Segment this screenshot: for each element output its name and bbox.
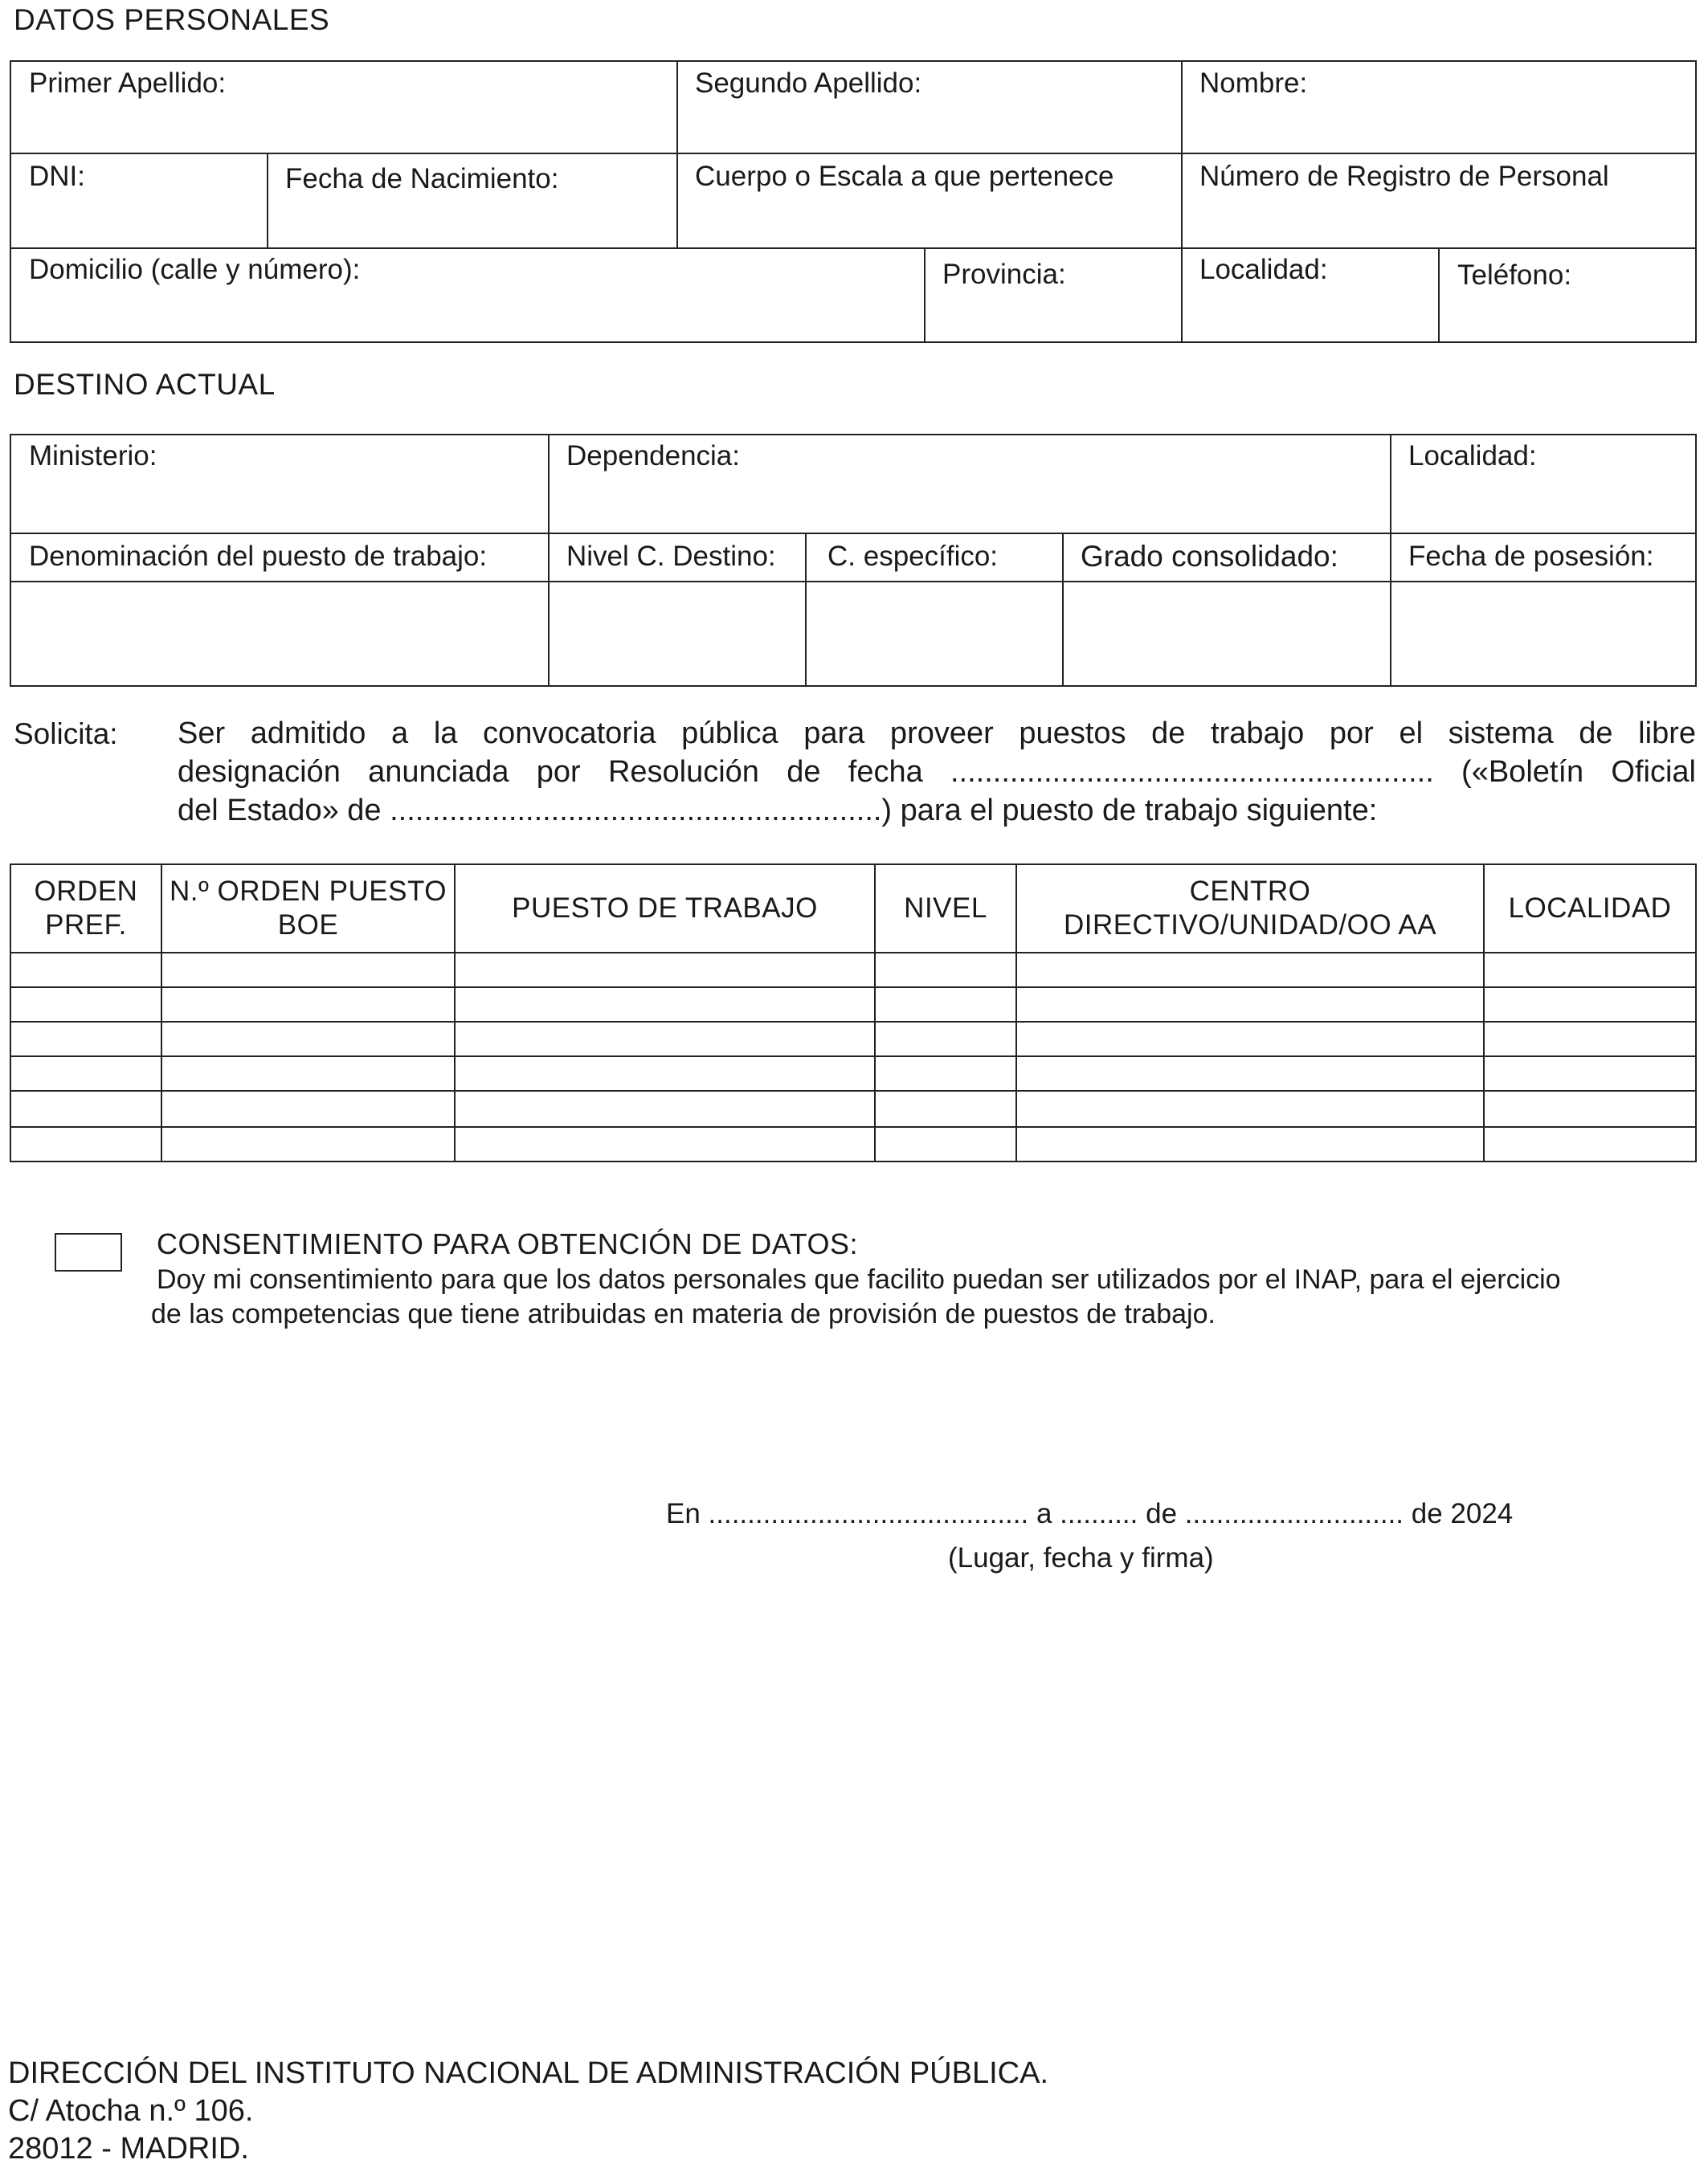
consent-title: CONSENTIMIENTO PARA OBTENCIÓN DE DATOS: xyxy=(157,1227,858,1260)
row-divider xyxy=(10,1090,1697,1092)
field-fecha-posesion[interactable]: Fecha de posesión: xyxy=(1408,541,1654,572)
section-title-datos-personales: DATOS PERSONALES xyxy=(14,3,330,36)
row-divider xyxy=(10,153,1697,154)
header-puesto: PUESTO DE TRABAJO xyxy=(512,892,818,924)
field-dni[interactable]: DNI: xyxy=(29,161,85,192)
col-divider xyxy=(676,60,678,247)
col-divider xyxy=(548,434,550,687)
row-divider xyxy=(10,533,1697,534)
row-divider xyxy=(10,1126,1697,1128)
field-denominacion-puesto[interactable]: Denominación del puesto de trabajo: xyxy=(29,541,488,572)
field-localidad-destino[interactable]: Localidad: xyxy=(1408,440,1537,472)
field-provincia[interactable]: Provincia: xyxy=(942,259,1066,290)
field-nivel-destino[interactable]: Nivel C. Destino: xyxy=(566,541,776,572)
field-ministerio[interactable]: Ministerio: xyxy=(29,440,157,472)
field-grado-consolidado[interactable]: Grado consolidado: xyxy=(1081,540,1338,573)
col-divider xyxy=(1438,247,1440,343)
header-orden-pref: ORDEN PREF. xyxy=(34,876,138,941)
footer-direccion: DIRECCIÓN DEL INSTITUTO NACIONAL DE ADMINISTRACIÓN PÚBLICA. xyxy=(8,2056,1049,2090)
field-nombre[interactable]: Nombre: xyxy=(1199,67,1308,99)
row-divider xyxy=(10,1021,1697,1023)
col-divider xyxy=(1062,533,1064,687)
col-divider xyxy=(267,153,268,247)
field-localidad[interactable]: Localidad: xyxy=(1199,254,1328,285)
consent-checkbox[interactable] xyxy=(55,1233,122,1272)
solicita-line-1: Ser admitido a la convocatoria pública para proveer puestos de trabajo por el sistema de libre xyxy=(178,717,1696,750)
datos-personales-table xyxy=(10,60,1697,343)
col-divider xyxy=(924,247,926,343)
firma-line: En ......................................... a .......... de ............................ de 2024 xyxy=(666,1498,1514,1529)
section-title-destino-actual: DESTINO ACTUAL xyxy=(14,368,276,401)
field-fecha-nacimiento[interactable]: Fecha de Nacimiento: xyxy=(285,163,559,194)
header-num-orden: N.º ORDEN PUESTO BOE xyxy=(170,876,447,941)
field-dependencia[interactable]: Dependencia: xyxy=(566,440,740,472)
field-primer-apellido[interactable]: Primer Apellido: xyxy=(29,67,227,99)
footer-calle: C/ Atocha n.º 106. xyxy=(8,2094,254,2128)
field-c-especifico[interactable]: C. específico: xyxy=(827,541,999,572)
row-divider xyxy=(10,247,1697,249)
firma-caption: (Lugar, fecha y firma) xyxy=(948,1542,1214,1574)
field-domicilio[interactable]: Domicilio (calle y número): xyxy=(29,254,361,285)
row-divider xyxy=(10,1055,1697,1057)
col-divider xyxy=(805,533,807,687)
field-cuerpo-escala[interactable]: Cuerpo o Escala a que pertenece xyxy=(695,161,1114,192)
consent-line-2: de las competencias que tiene atribuidas en materia de provisión de puestos de trabajo. xyxy=(151,1299,1216,1329)
field-telefono[interactable]: Teléfono: xyxy=(1457,259,1572,291)
row-divider xyxy=(10,581,1697,582)
solicita-line-3: del Estado» de ..........................................................) para el puesto de trabajo siguiente: xyxy=(178,794,1378,827)
col-divider xyxy=(1181,60,1183,343)
field-numero-registro[interactable]: Número de Registro de Personal xyxy=(1199,161,1609,192)
solicita-line-2: designación anunciada por Resolución de fecha ......................................................... («Boletín Oficial xyxy=(178,755,1696,789)
col-divider xyxy=(1390,434,1391,687)
header-nivel: NIVEL xyxy=(904,892,987,924)
consent-line-1: Doy mi consentimiento para que los datos personales que facilito puedan ser utilizados por el INAP, para el ejercicio xyxy=(157,1264,1561,1295)
header-localidad: LOCALIDAD xyxy=(1508,892,1672,924)
row-divider xyxy=(10,986,1697,988)
header-centro: CENTRO DIRECTIVO/UNIDAD/OO AA xyxy=(1063,876,1437,941)
solicita-label: Solicita: xyxy=(14,717,118,750)
field-segundo-apellido[interactable]: Segundo Apellido: xyxy=(695,67,922,99)
row-divider xyxy=(10,952,1697,953)
footer-ciudad: 28012 - MADRID. xyxy=(8,2132,249,2166)
